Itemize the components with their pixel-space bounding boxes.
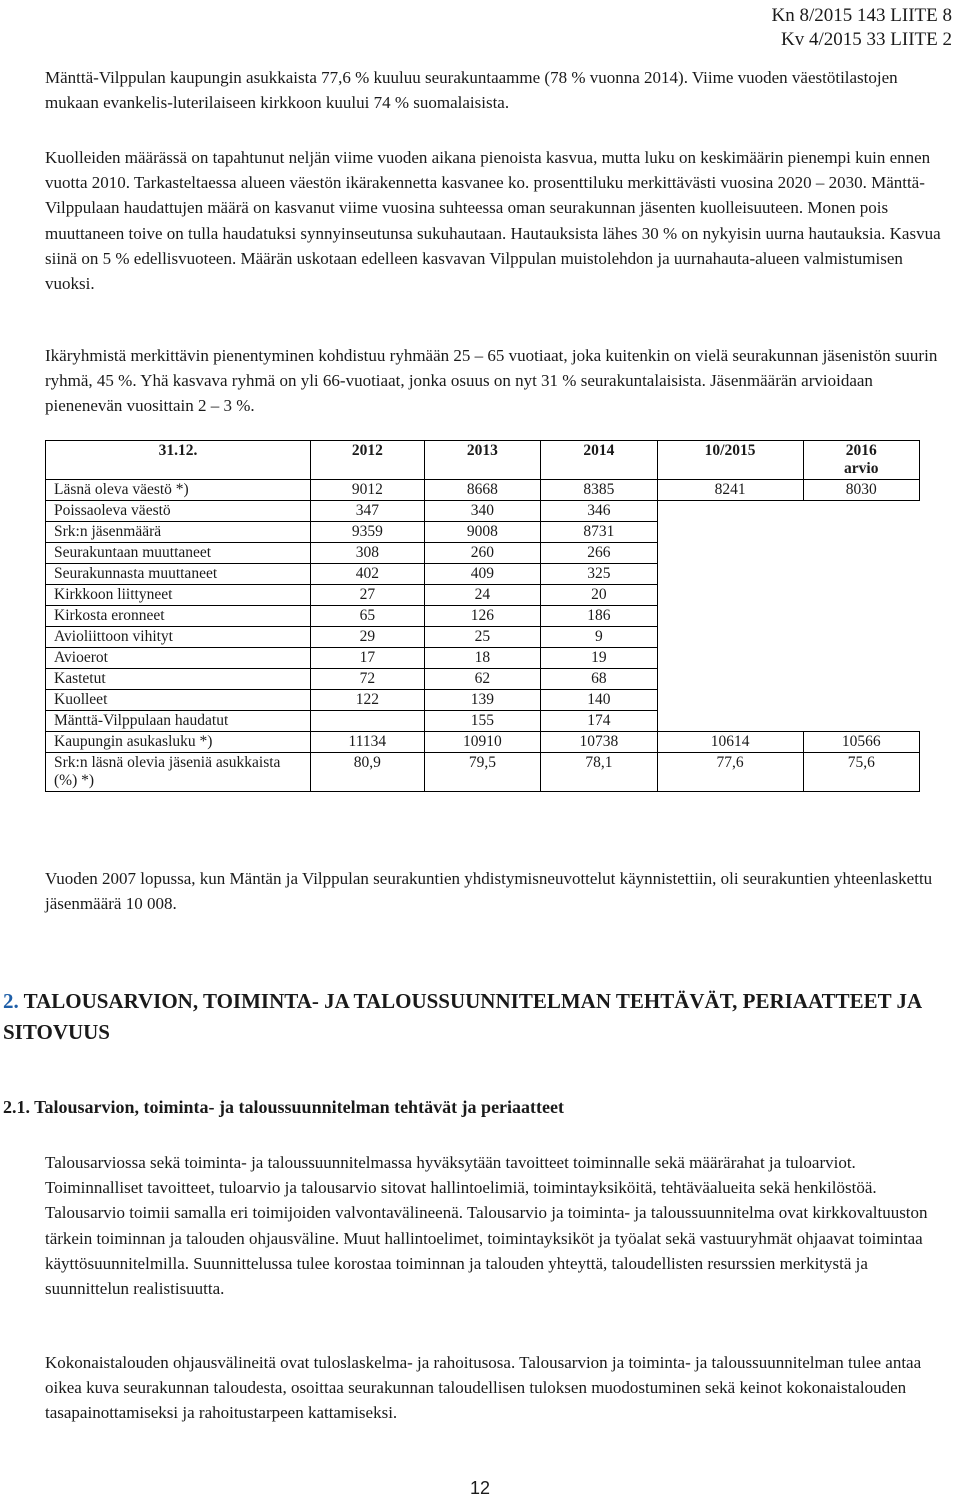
table-cell [311,711,425,732]
table-cell [657,648,803,669]
table-cell [803,627,919,648]
table-cell: 10566 [803,732,919,753]
row-label: Avioliittoon vihityt [46,627,311,648]
table-cell: 174 [541,711,657,732]
table-cell: 308 [311,543,425,564]
table-row [46,627,920,648]
table-cell: 72 [311,669,425,690]
table-header-cell: 31.12. [46,441,311,480]
table-cell: 340 [424,501,540,522]
section-heading-2-1: 2.1. Talousarvion, toiminta- ja taloussuunnitelman tehtävät ja periaatteet [3,1097,565,1117]
table-cell: 19 [541,648,657,669]
table-row [46,564,920,585]
table-cell [657,585,803,606]
table-header-cell: 10/2015 [657,441,803,480]
table-cell: 402 [311,564,425,585]
table-cell: 8731 [541,522,657,543]
table-cell: 8385 [541,480,657,501]
table-cell: 8030 [803,480,919,501]
table-cell: 80,9 [311,753,425,792]
population-statistics-table [45,440,920,792]
section-heading-2 [3,986,943,1048]
table-cell: 9 [541,627,657,648]
table-cell: 9012 [311,480,425,501]
table-cell: 68 [541,669,657,690]
table-row [46,732,920,753]
table-row [46,753,920,792]
section-number: 2. [3,989,19,1013]
table-cell: 24 [424,585,540,606]
table-cell [657,669,803,690]
paragraph-deaths: Kuolleiden määrässä on tapahtunut neljän viime vuoden aikana pienoista kasvua, mutta luku on keskimäärin pienempi kuin ennen vuotta 2010. Tarkasteltaessa alueen väestön ikärakennetta kasvanee ko. prosenttiluku merkittävästi vuosina 2020 – 2030. Mänttä-Vilppulaan haudattujen määrä on kasvanut viime vuosina suhteessa oman seurakunnan jäsenten kuolleisuuteen. Monen pois muuttaneen toive on tulla haudatuksi synnyinseutunsa sukuhautaan. Hautauksista lähes 30 % on nykyisin uurna hautauksia. Kasvua siinä on 5 % edellisvuoteen. Määrän uskotaan edelleen kasvavan Vilppulan muistolehdon ja uurnahauta-alueen valmistumisen vuoksi. [45,148,941,294]
row-label: Kaupungin asukasluku *) [46,732,311,753]
table-cell [803,564,919,585]
row-label: Kirkkoon liittyneet [46,585,311,606]
row-label: Srk:n jäsenmäärä [46,522,311,543]
row-label: Seurakuntaan muuttaneet [46,543,311,564]
table-row [46,522,920,543]
table-cell: 186 [541,606,657,627]
table-row [46,585,920,606]
table-row [46,669,920,690]
table-cell: 409 [424,564,540,585]
table-cell [657,711,803,732]
reference-line-2: Kv 4/2015 33 LIITE 2 [781,29,952,50]
table-row [46,543,920,564]
row-label: Poissaoleva väestö [46,501,311,522]
table-cell: 18 [424,648,540,669]
table-cell: 9359 [311,522,425,543]
table-cell: 75,6 [803,753,919,792]
table-cell: 8241 [657,480,803,501]
table-row [46,501,920,522]
table-cell [803,648,919,669]
table-cell: 27 [311,585,425,606]
table-cell [803,501,919,522]
row-label: Seurakunnasta muuttaneet [46,564,311,585]
header-year: 2016 [845,442,877,459]
table-cell: 77,6 [657,753,803,792]
table-cell: 140 [541,690,657,711]
table-cell [657,606,803,627]
table-cell: 78,1 [541,753,657,792]
table-cell: 17 [311,648,425,669]
table-cell [803,606,919,627]
row-label: Kirkosta eronneet [46,606,311,627]
table-cell: 122 [311,690,425,711]
table-row [46,711,920,732]
table-cell: 10910 [424,732,540,753]
table-cell: 29 [311,627,425,648]
table-cell: 11134 [311,732,425,753]
table-cell [803,522,919,543]
row-label: Kuolleet [46,690,311,711]
reference-line-1: Kn 8/2015 143 LIITE 8 [771,5,952,26]
table-cell: 10738 [541,732,657,753]
table-cell: 65 [311,606,425,627]
row-label: Mänttä-Vilppulaan haudatut [46,711,311,732]
header-estimate-note: arvio [844,460,879,477]
table-cell [803,690,919,711]
table-cell: 139 [424,690,540,711]
table-cell: 347 [311,501,425,522]
row-label: Läsnä oleva väestö *) [46,480,311,501]
table-cell [803,543,919,564]
table-cell [803,669,919,690]
table-cell: 62 [424,669,540,690]
table-header-cell: 2013 [424,441,540,480]
paragraph-age-groups: Ikäryhmistä merkittävin pienentyminen kohdistuu ryhmään 25 – 65 vuotiaat, joka kuitenkin on vielä seurakunnan jäsenistön suurin ryhmä, 45 %. Yhä kasvava ryhmä on yli 66-vuotiaat, jonka osuus on nyt 31 % seurakuntalaisista. Jäsenmäärän arvioidaan pienenevän vuosittain 2 – 3 %. [45,346,938,416]
table-cell [803,585,919,606]
table-header-cell: 2012 [311,441,425,480]
table-header-cell: 2014 [541,441,657,480]
paragraph-budget-tasks: Talousarviossa sekä toiminta- ja taloussuunnitelmassa hyväksytään tavoitteet toiminnalle sekä määrärahat ja tuloarviot. Toiminnalliset tavoitteet, tuloarvio ja talousarvio sitovat hallintoelimiä, toimintayksiköitä, tehtäväalueita sekä henkilöstöä. Talousarvio toimii samalla eri toimijoiden valvontavälineenä. Talousarvio ja toiminta- ja taloussuunnitelma ovat kirkkovaltuuston tärkein toiminnan ja talouden ohjausväline. Muut hallintoelimet, toimintayksiköt ja työalat sekä vastuuryhmät ohjaavat toimintaa käyttösuunnitelmilla. Suunnittelussa tulee korostaa toiminnan ja talouden yhteyttä, taloudellisten resurssien merkitystä ja suunnittelun realistisuutta. [45,1153,928,1299]
table-cell: 8668 [424,480,540,501]
table-cell [657,543,803,564]
table-cell: 155 [424,711,540,732]
document-reference [772,4,952,52]
table-cell [657,564,803,585]
table-cell [803,711,919,732]
table-cell: 20 [541,585,657,606]
row-label: Srk:n läsnä olevia jäseniä asukkaista (%) *) [46,753,311,792]
table-row [46,648,920,669]
row-label: Avioerot [46,648,311,669]
table-cell: 260 [424,543,540,564]
table-cell [657,522,803,543]
table-row [46,606,920,627]
page-number: 12 [469,1478,491,1498]
table-cell [657,690,803,711]
table-cell: 25 [424,627,540,648]
table-header-cell [803,441,919,480]
paragraph-merger-note: Vuoden 2007 lopussa, kun Mäntän ja Vilppulan seurakuntien yhdistymisneuvottelut käynnistettiin, oli seurakuntien yhteenlaskettu jäsenmäärä 10 008. [45,869,933,914]
paragraph-membership: Mänttä-Vilppulan kaupungin asukkaista 77,6 % kuuluu seurakuntaamme (78 % vuonna 2014). Viime vuoden väestötilastojen mukaan evankelis-luterilaiseen kirkkoon kuului 74 % suomalaisista. [45,68,898,113]
table-cell: 79,5 [424,753,540,792]
section-title: TALOUSARVION, TOIMINTA- JA TALOUSSUUNNITELMAN TEHTÄVÄT, PERIAATTEET JA SITOVUUS [3,989,922,1044]
table-cell: 266 [541,543,657,564]
table-cell: 9008 [424,522,540,543]
paragraph-financial-control: Kokonaistalouden ohjausvälineitä ovat tuloslaskelma- ja rahoitusosa. Talousarvion ja toiminta- ja taloussuunnitelman tulee antaa oikea kuva seurakunnan taloudesta, osoittaa seurakunnan taloudellisen tuloksen muodostuminen sekä keinot kokonaistalouden tasapainottamiseksi ja rahoitustarpeen kattamiseksi. [45,1353,922,1423]
table-row [46,480,920,501]
table-cell [657,627,803,648]
table-row [46,690,920,711]
table-cell: 325 [541,564,657,585]
table-cell: 126 [424,606,540,627]
row-label: Kastetut [46,669,311,690]
table-header-row [46,441,920,480]
table-cell: 346 [541,501,657,522]
table-cell: 10614 [657,732,803,753]
table-cell [657,501,803,522]
